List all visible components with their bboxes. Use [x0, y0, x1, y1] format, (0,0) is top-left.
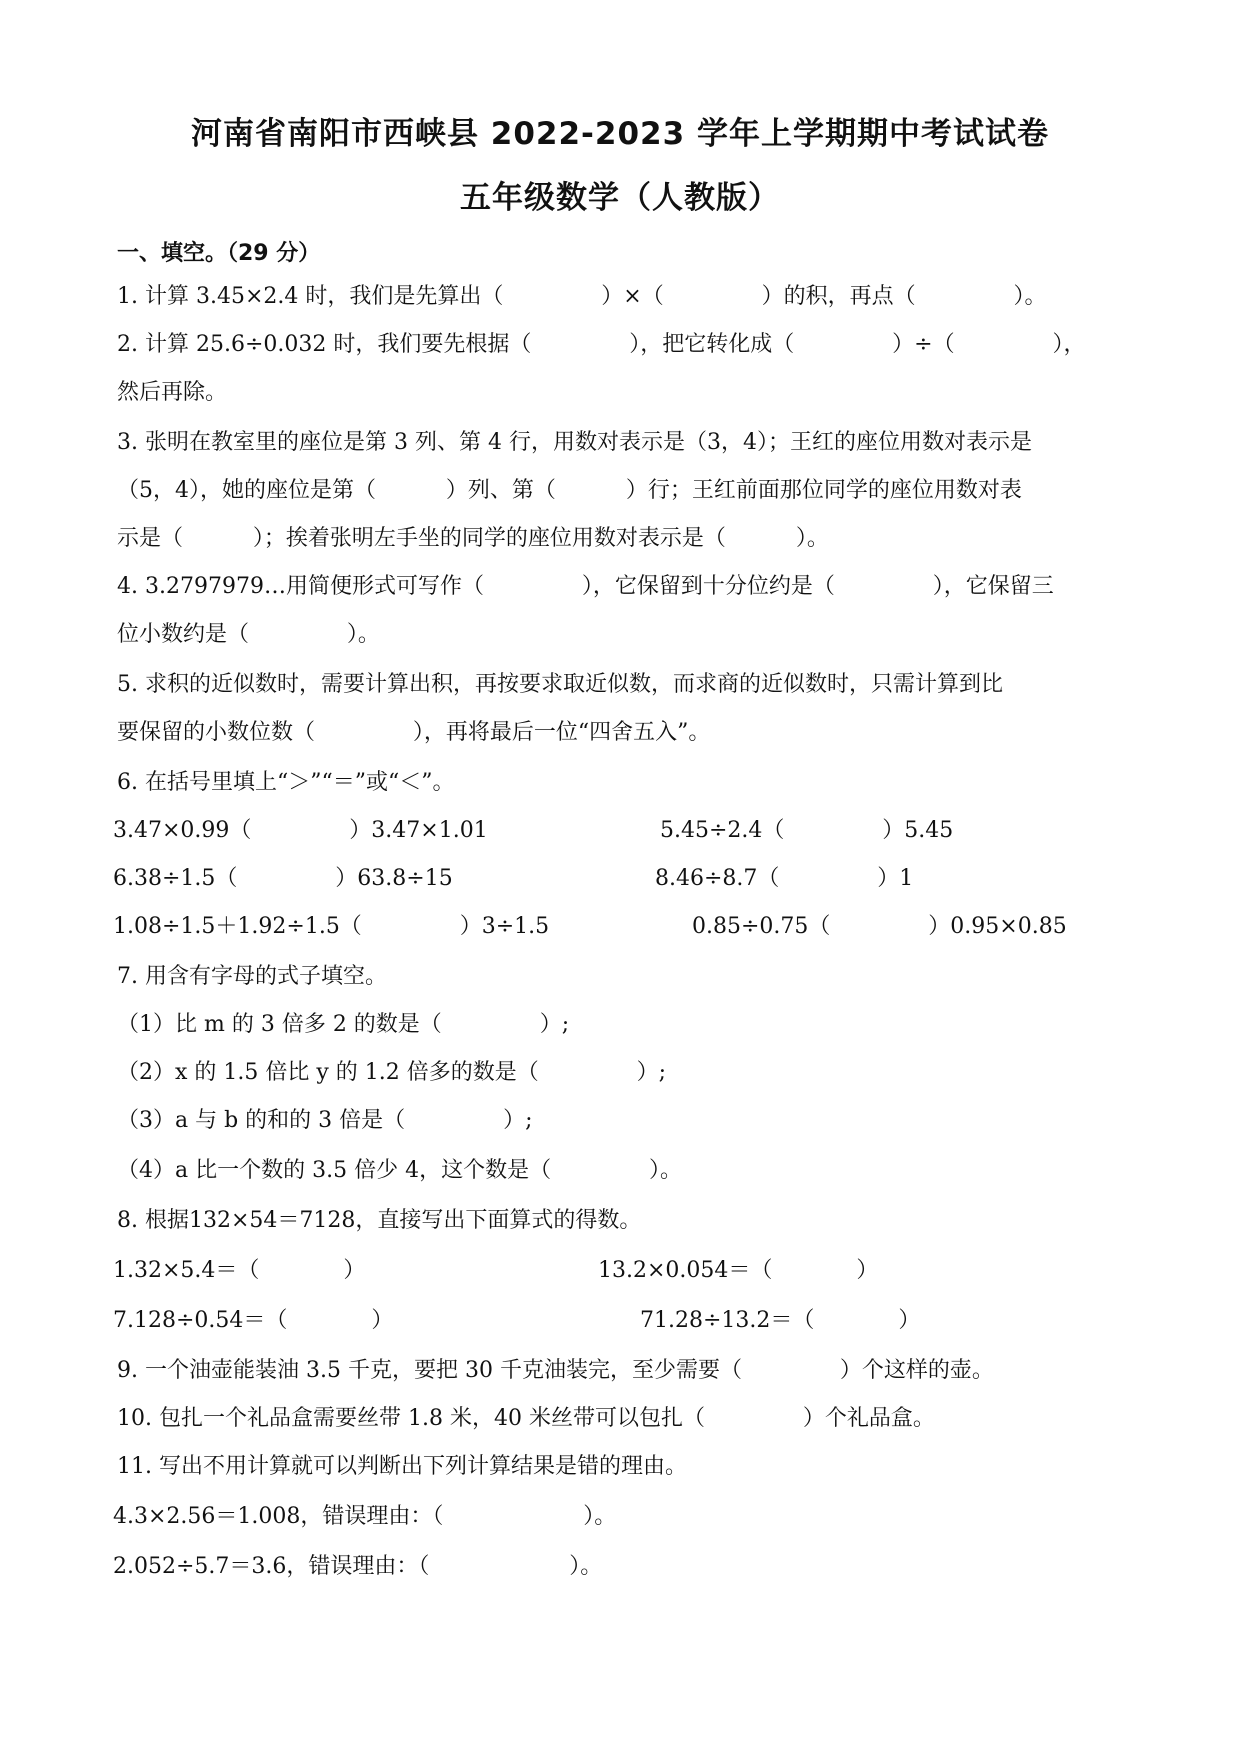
question-7-part-4: （4）a 比一个数的 3.5 倍少 4，这个数是（ ）。: [117, 1158, 682, 1183]
question-8-item-c: 7.128÷0.54＝（ ）: [113, 1308, 394, 1333]
question-3-line-1: 3. 张明在教室里的座位是第 3 列、第 4 行，用数对表示是（3，4）；王红的座位用数对表示是: [117, 430, 1032, 455]
question-6: 6. 在括号里填上“＞”“＝”或“＜”。: [117, 770, 455, 795]
question-6-item-f: 0.85÷0.75（ ）0.95×0.85: [692, 914, 1067, 939]
question-8-item-b: 13.2×0.054＝（ ）: [598, 1258, 879, 1283]
question-4-line-1: 4. 3.2797979…用简便形式可写作（ ），它保留到十分位约是（ ），它保留三: [117, 574, 1054, 599]
section-heading: 一、填空。（29 分）: [117, 241, 321, 266]
question-2-line-2: 然后再除。: [117, 380, 228, 405]
question-6-item-d: 8.46÷8.7（ ）1: [655, 866, 914, 891]
question-3-line-3: 示是（ ）；挨着张明左手坐的同学的座位用数对表示是（ ）。: [117, 526, 829, 551]
question-1: 1. 计算 3.45×2.4 时，我们是先算出（ ）×（ ）的积，再点（ ）。: [117, 284, 1047, 309]
question-5-line-1: 5. 求积的近似数时，需要计算出积，再按要求取近似数，而求商的近似数时，只需计算到比: [117, 672, 1003, 697]
exam-subtitle: 五年级数学（人教版）: [460, 180, 780, 216]
question-6-item-c: 6.38÷1.5（ ）63.8÷15: [113, 866, 453, 891]
question-7-part-2: （2）x 的 1.5 倍比 y 的 1.2 倍多的数是（ ）;: [117, 1060, 667, 1085]
question-7: 7. 用含有字母的式子填空。: [117, 964, 387, 989]
question-3-line-2: （5，4），她的座位是第（ ）列、第（ ）行；王红前面那位同学的座位用数对表: [117, 478, 1022, 503]
question-11-item-b: 2.052÷5.7＝3.6，错误理由：（ ）。: [113, 1554, 603, 1579]
question-9: 9. 一个油壶能装油 3.5 千克，要把 30 千克油装完，至少需要（ ）个这样的壶。: [117, 1358, 994, 1383]
question-5-line-2: 要保留的小数位数（ ），再将最后一位“四舍五入”。: [117, 720, 711, 745]
question-6-item-b: 5.45÷2.4（ ）5.45: [660, 818, 954, 843]
question-6-item-a: 3.47×0.99（ ）3.47×1.01: [113, 818, 488, 843]
question-2-line-1: 2. 计算 25.6÷0.032 时，我们要先根据（ ），把它转化成（ ）÷（ ），: [117, 332, 1086, 357]
question-8-item-d: 71.28÷13.2＝（ ）: [640, 1308, 921, 1333]
exam-title: 河南省南阳市西峡县 2022-2023 学年上学期期中考试试卷: [190, 116, 1049, 152]
question-4-line-2: 位小数约是（ ）。: [117, 622, 380, 647]
question-7-part-1: （1）比 m 的 3 倍多 2 的数是（ ）;: [117, 1012, 570, 1037]
question-7-part-3: （3）a 与 b 的和的 3 倍是（ ）;: [117, 1108, 533, 1133]
question-11-item-a: 4.3×2.56＝1.008，错误理由：（ ）。: [113, 1504, 617, 1529]
question-6-item-e: 1.08÷1.5＋1.92÷1.5（ ）3÷1.5: [113, 914, 550, 939]
question-8-item-a: 1.32×5.4＝（ ）: [113, 1258, 366, 1283]
question-8: 8. 根据132×54＝7128，直接写出下面算式的得数。: [117, 1208, 642, 1233]
question-10: 10. 包扎一个礼品盒需要丝带 1.8 米，40 米丝带可以包扎（ ）个礼品盒。: [117, 1406, 935, 1431]
question-11: 11. 写出不用计算就可以判断出下列计算结果是错的理由。: [117, 1454, 687, 1479]
